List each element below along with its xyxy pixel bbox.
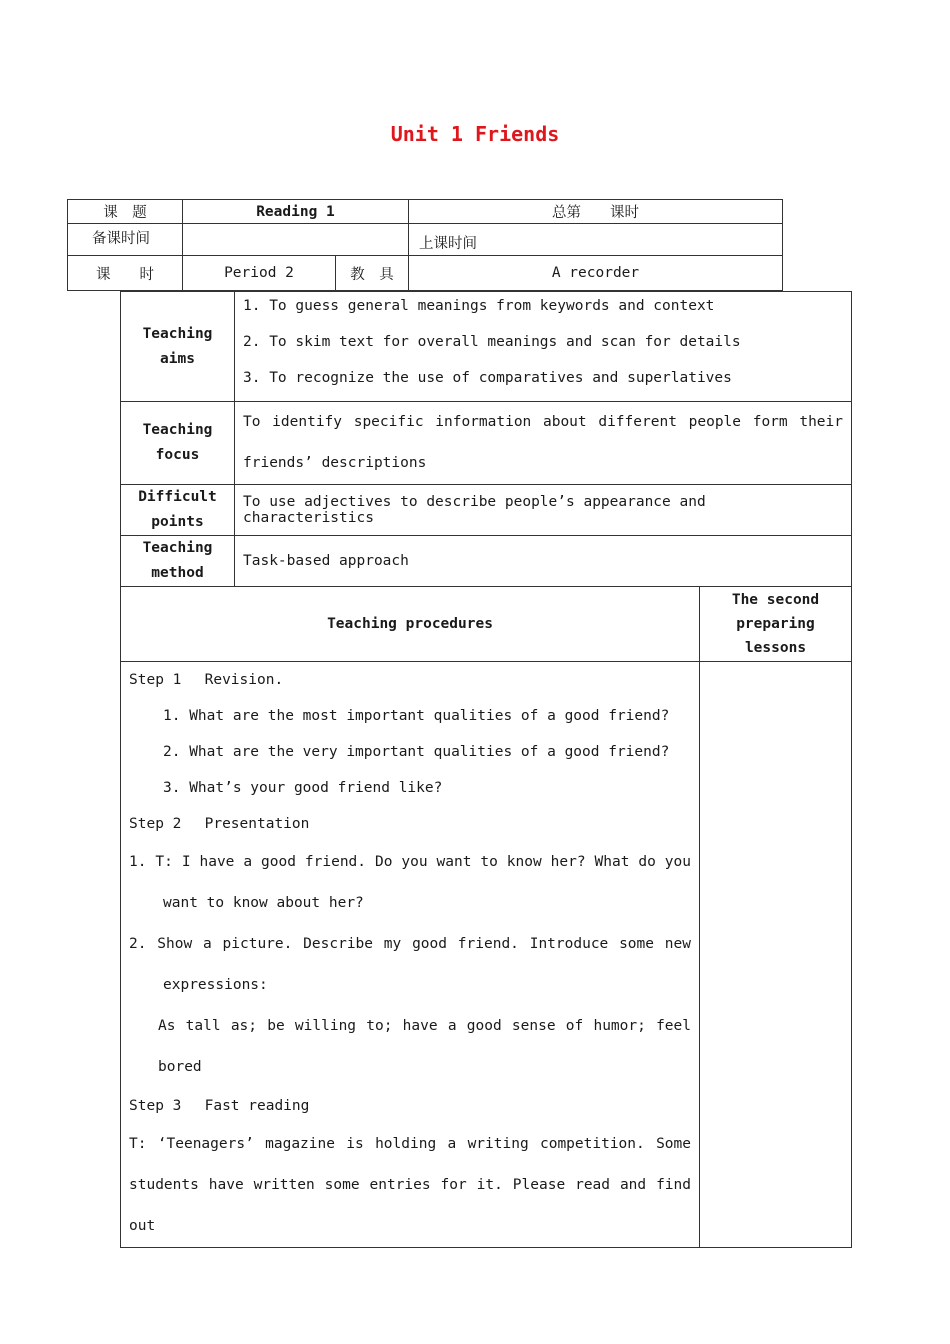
lesson-plan-table (120, 291, 852, 1248)
aids-value: A recorder (409, 256, 783, 291)
procedures-body (121, 662, 700, 1248)
presentation-item: 1. T: I have a good friend. Do you want to know her? What do you want to know about her? (129, 854, 691, 911)
prep-time-value (183, 224, 409, 256)
topic-label: 课 题 (68, 200, 183, 224)
revision-question: 1. What are the most important qualities of a good friend? (163, 708, 670, 724)
step-heading: Step 3 Fast reading (129, 1098, 310, 1114)
difficult-label-text: Difficult points (138, 489, 217, 530)
method-text: Task-based approach (235, 536, 852, 587)
aim-item: 3. To recognize the use of comparatives and superlatives (243, 370, 732, 386)
procedures-heading: Teaching procedures (121, 587, 700, 662)
focus-label-text: Teaching focus (142, 422, 213, 463)
aim-item: 2. To skim text for overall meanings and scan for details (243, 334, 741, 350)
presentation-item: 2. Show a picture. Describe my good friend. Introduce some new expressions: (129, 936, 691, 993)
period-label: 课 时 (68, 256, 183, 291)
topic-value: Reading 1 (183, 200, 409, 224)
method-label (121, 536, 235, 587)
expressions-list: As tall as; be willing to; have a good sense of humor; feel bored (158, 1018, 691, 1075)
aims-label (121, 292, 235, 402)
page-title: Unit 1 Friends (390, 122, 560, 146)
revision-question: 3. What’s your good friend like? (163, 780, 443, 796)
aims-label-text: Teaching aims (142, 325, 213, 367)
step-heading: Step 2 Presentation (129, 816, 310, 832)
difficult-label (121, 485, 235, 536)
step-heading: Step 1 Revision. (129, 672, 284, 688)
focus-text: To identify specific information about different people form their friends’ descriptions (243, 414, 843, 471)
period-value: Period 2 (183, 256, 336, 291)
aim-item: 1. To guess general meanings from keywords and context (243, 298, 715, 314)
revision-question: 2. What are the very important qualities of a good friend? (163, 744, 670, 760)
aids-label: 教 具 (336, 256, 409, 291)
focus-label (121, 402, 235, 485)
class-time-label: 上课时间 (409, 224, 783, 256)
aims-cell (235, 292, 852, 402)
fast-reading-text: T: ‘Teenagers’ magazine is holding a writing competition. Some students have written some entries for it. Please read and find out (129, 1136, 691, 1234)
method-label-text: Teaching method (142, 540, 213, 581)
second-preparing-text: The second preparing lessons (731, 592, 820, 656)
second-preparing-heading (700, 587, 852, 662)
second-preparing-notes (700, 662, 852, 1248)
focus-cell (235, 402, 852, 485)
lesson-header-table (67, 199, 783, 291)
prep-time-label: 备课时间 (68, 224, 183, 256)
difficult-text: To use adjectives to describe people’s appearance and characteristics (235, 485, 852, 536)
total-label: 总第 课时 (409, 200, 783, 224)
